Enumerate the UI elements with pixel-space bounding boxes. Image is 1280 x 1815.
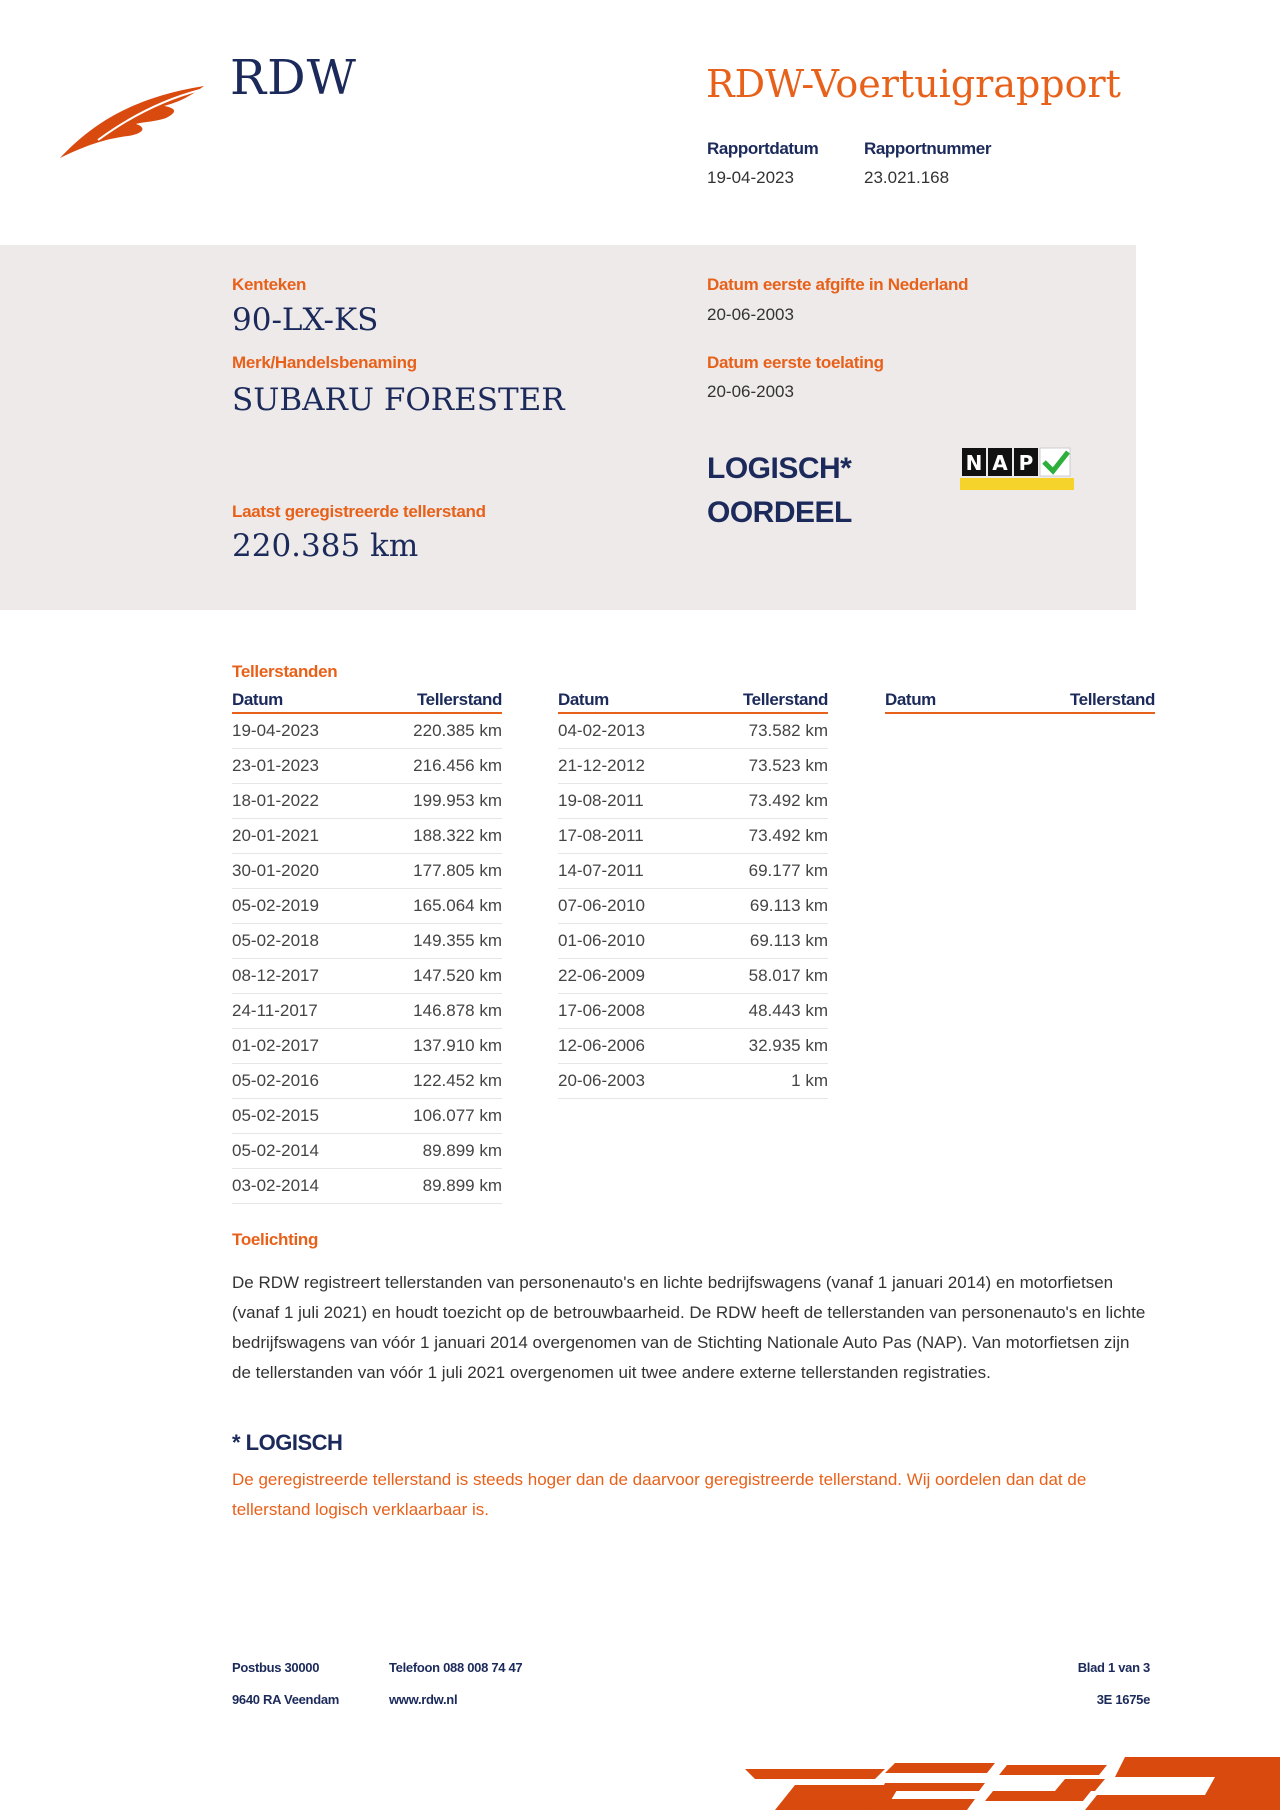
rdw-feather-logo-icon <box>58 78 208 164</box>
reading-date: 03-02-2014 <box>232 1176 319 1195</box>
readings-header <box>885 690 1155 714</box>
reading-date: 23-01-2023 <box>232 756 319 775</box>
readings-table-col-1 <box>232 690 502 1204</box>
reading-km: 48.443 km <box>748 1001 828 1020</box>
reading-row <box>232 1064 502 1099</box>
reading-row <box>232 749 502 784</box>
rdw-stripes-decoration-icon <box>735 1755 1280 1810</box>
reading-row <box>558 994 828 1029</box>
first-issue-nl-label: Datum eerste afgifte in Nederland <box>707 275 969 294</box>
reading-date: 22-06-2009 <box>558 966 645 985</box>
reading-km: 58.017 km <box>748 966 828 985</box>
reading-date: 17-06-2008 <box>558 1001 645 1020</box>
reading-date: 18-01-2022 <box>232 791 319 810</box>
reading-km: 177.805 km <box>413 861 502 880</box>
reading-date: 05-02-2019 <box>232 896 319 915</box>
reading-km: 137.910 km <box>413 1036 502 1055</box>
report-number-value: 23.021.168 <box>864 168 950 187</box>
reading-row <box>232 1029 502 1064</box>
col-reading-header: Tellerstand <box>416 690 502 709</box>
reading-km: 73.492 km <box>748 791 828 810</box>
svg-text:N: N <box>965 451 983 475</box>
col-date-header: Datum <box>558 690 609 709</box>
odometer-value: 220.385 km <box>232 528 419 564</box>
reading-date: 20-06-2003 <box>558 1071 645 1090</box>
col-date-header: Datum <box>885 690 936 709</box>
reading-km: 199.953 km <box>413 791 502 810</box>
plate-value: 90-LX-KS <box>232 302 379 338</box>
readings-header <box>232 690 502 714</box>
reading-km: 147.520 km <box>413 966 502 985</box>
explanation-text: De RDW registreert tellerstanden van personenauto's en lichte bedrijfswagens (vanaf 1 januari 2014) en motorfietsen (vanaf 1 juli 2021) en houdt toezicht op de betrouwbaarheid. De RDW heeft de tellerstanden van personenauto's en lichte bedrijfswagens van vóór 1 januari 2014 overgenomen van de Stichting Nationale Auto Pas (NAP). Van motorfietsen zijn de tellerstanden van vóór 1 juli 2021 overgenomen uit twee andere externe tellerstanden registraties. <box>232 1273 1146 1382</box>
reading-km: 69.113 km <box>749 896 828 915</box>
reading-km: 69.177 km <box>748 861 828 880</box>
reading-row <box>558 924 828 959</box>
col-reading-header: Tellerstand <box>742 690 828 709</box>
first-issue-nl-value: 20-06-2003 <box>707 305 794 324</box>
explanation-title: Toelichting <box>232 1230 319 1249</box>
readings-table-col-3 <box>885 690 1155 714</box>
verdict-line2: OORDEEL <box>707 496 852 529</box>
reading-row <box>558 714 828 749</box>
reading-km: 73.523 km <box>748 756 828 775</box>
reading-date: 24-11-2017 <box>232 1001 318 1020</box>
first-admission-value: 20-06-2003 <box>707 382 794 401</box>
plate-label: Kenteken <box>232 275 307 294</box>
report-number-label: Rapportnummer <box>864 139 992 158</box>
reading-date: 01-06-2010 <box>558 931 645 950</box>
reading-row <box>558 819 828 854</box>
reading-km: 73.582 km <box>748 721 828 740</box>
rdw-stripes-decoration <box>735 1755 1280 1810</box>
reading-date: 05-02-2016 <box>232 1071 319 1090</box>
footer-page-number: Blad 1 van 3 <box>1077 1660 1150 1675</box>
reading-km: 89.899 km <box>422 1141 502 1160</box>
reading-row <box>558 889 828 924</box>
reading-date: 05-02-2018 <box>232 931 319 950</box>
footer-phone: Telefoon 088 008 74 47 <box>389 1660 523 1675</box>
readings-section-title: Tellerstanden <box>232 662 338 681</box>
reading-km: 89.899 km <box>422 1176 502 1195</box>
make-label: Merk/Handelsbenaming <box>232 353 417 372</box>
reading-row <box>558 749 828 784</box>
reading-date: 30-01-2020 <box>232 861 319 880</box>
vehicle-summary-panel <box>0 245 1136 610</box>
footer-address-line1: Postbus 30000 <box>232 1660 320 1675</box>
footer-address-line2: 9640 RA Veendam <box>232 1692 340 1707</box>
reading-date: 08-12-2017 <box>232 966 319 985</box>
reading-km: 188.322 km <box>413 826 502 845</box>
reading-row <box>558 784 828 819</box>
col-reading-header: Tellerstand <box>1069 690 1155 709</box>
reading-date: 20-01-2021 <box>232 826 319 845</box>
logisch-title: * LOGISCH <box>232 1430 343 1455</box>
reading-date: 07-06-2010 <box>558 896 645 915</box>
readings-header <box>558 690 828 714</box>
reading-date: 04-02-2013 <box>558 721 645 740</box>
reading-date: 14-07-2011 <box>558 861 644 880</box>
odometer-label: Laatst geregistreerde tellerstand <box>232 502 486 521</box>
reading-row <box>232 1134 502 1169</box>
rdw-logo <box>58 78 208 164</box>
footer-website[interactable]: www.rdw.nl <box>389 1692 458 1707</box>
svg-text:P: P <box>1018 451 1034 475</box>
reading-row <box>232 994 502 1029</box>
reading-km: 149.355 km <box>413 931 502 950</box>
report-date-value: 19-04-2023 <box>707 168 794 187</box>
reading-row <box>232 889 502 924</box>
reading-row <box>232 959 502 994</box>
reading-row <box>232 924 502 959</box>
reading-date: 05-02-2015 <box>232 1106 319 1125</box>
logisch-text: De geregistreerde tellerstand is steeds hoger dan de daarvoor geregistreerde tellerstand. Wij oordelen dan dat de tellerstand logisch verklaarbaar is. <box>232 1470 1087 1519</box>
reading-km: 69.113 km <box>749 931 828 950</box>
reading-km: 165.064 km <box>413 896 502 915</box>
first-admission-label: Datum eerste toelating <box>707 353 884 372</box>
col-date-header: Datum <box>232 690 283 709</box>
reading-date: 19-08-2011 <box>558 791 644 810</box>
readings-table-col-2 <box>558 690 828 1099</box>
panel-corner-cut <box>0 580 150 610</box>
reading-row <box>232 714 502 749</box>
make-value: SUBARU FORESTER <box>232 382 565 418</box>
reading-km: 73.492 km <box>748 826 828 845</box>
reading-row <box>558 1064 828 1099</box>
reading-date: 05-02-2014 <box>232 1141 319 1160</box>
reading-row <box>232 854 502 889</box>
reading-date: 21-12-2012 <box>558 756 645 775</box>
reading-date: 01-02-2017 <box>232 1036 319 1055</box>
svg-text:A: A <box>992 451 1008 475</box>
reading-row <box>232 784 502 819</box>
reading-km: 216.456 km <box>413 756 502 775</box>
verdict-line1: LOGISCH* <box>707 452 852 485</box>
reading-date: 17-08-2011 <box>558 826 644 845</box>
reading-date: 19-04-2023 <box>232 721 319 740</box>
reading-km: 220.385 km <box>413 721 502 740</box>
reading-row <box>558 854 828 889</box>
nap-badge <box>960 446 1074 490</box>
footer-doc-code: 3E 1675e <box>1096 1692 1150 1707</box>
reading-km: 122.452 km <box>413 1071 502 1090</box>
nap-checkmark-badge-icon <box>960 446 1074 490</box>
reading-km: 32.935 km <box>748 1036 828 1055</box>
report-title: RDW-Voertuigrapport <box>706 62 1121 106</box>
report-date-label: Rapportdatum <box>707 139 819 158</box>
reading-row <box>232 819 502 854</box>
reading-km: 146.878 km <box>413 1001 502 1020</box>
reading-row <box>232 1169 502 1204</box>
reading-row <box>232 1099 502 1134</box>
brand-name: RDW <box>230 50 357 106</box>
reading-row <box>558 1029 828 1064</box>
reading-km: 106.077 km <box>413 1106 502 1125</box>
reading-row <box>558 959 828 994</box>
reading-date: 12-06-2006 <box>558 1036 645 1055</box>
reading-km: 1 km <box>791 1071 828 1090</box>
